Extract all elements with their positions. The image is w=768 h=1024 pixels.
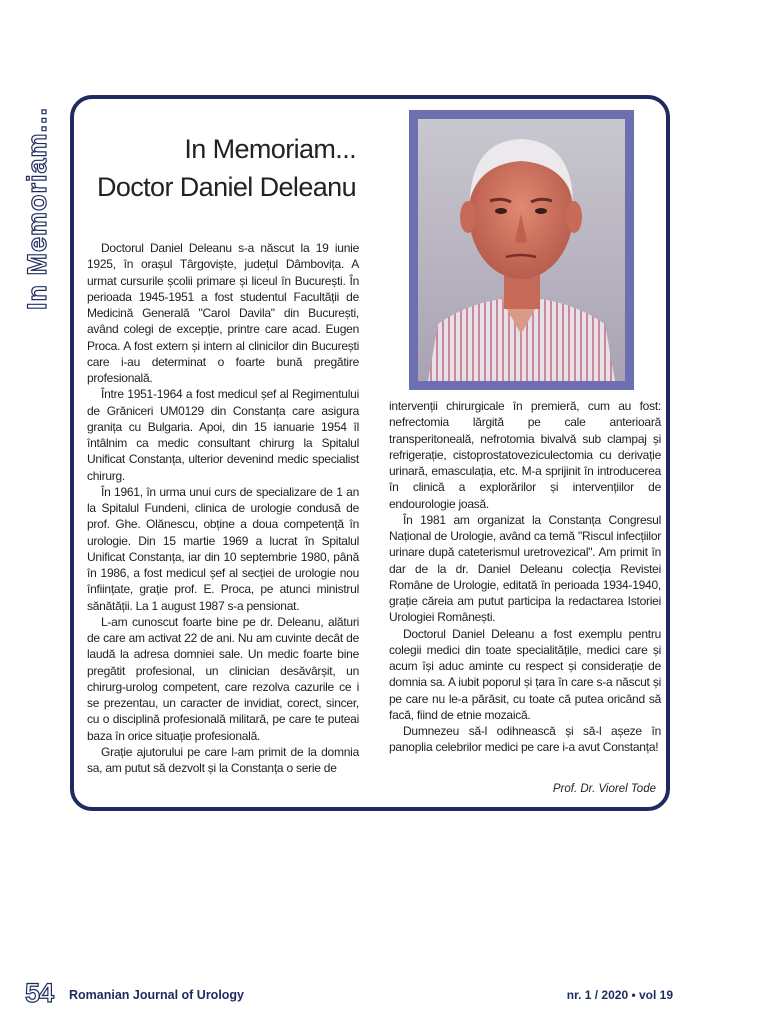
paragraph: În 1961, în urma unui curs de specializare de 1 an la Spitalul Fundeni, clinica de urologie condusă de prof. Ghe. Olănescu, obține a doua competență în urologie. Din 15 martie 1969 a lucrat în Spitalul Unificat Constanța, iar din 10 septembrie 1980, până în 1986, a fost medicul șef al secției de urologie nou înființate, grație prof. E. Proca, pe atunci ministrul sănătății. La 1 august 1987 s-a pensionat. xyxy=(87,484,359,613)
portrait-image xyxy=(418,119,625,381)
article-right-column xyxy=(389,398,661,756)
paragraph: Dumnezeu să-l odihnească și să-l așeze în panoplia celebrilor medici pe care i-a avut Constanța! xyxy=(389,724,661,755)
side-title xyxy=(20,92,56,312)
heading-line-2: Doctor Daniel Deleanu xyxy=(96,172,356,202)
issue-info: nr. 1 / 2020 • vol 19 xyxy=(566,988,673,1002)
paragraph: Între 1951-1964 a fost medicul șef al Regimentului de Grăniceri UM0129 din Constanța care asigura granița cu Bulgaria. Apoi, din 15 ianuarie 1954 îl întâlnim ca medic consultant chirurg la Spitalul Unificat Constanța, ulterior devenind medic specialist chirurg. xyxy=(87,387,359,483)
paragraph: L-am cunoscut foarte bine pe dr. Deleanu, alături de care am activat 22 de ani. Nu am cuvinte decât de laudă la adresa domniei sale. Un medic foarte bine pregătit profesional, un clinician desăvârșit, un chirurg-urolog competent, care rezolva cazurile ce i se prezentau, un caracter de invidiat, corect, sincer, cu o disciplină profesională militară, pe care te puteai baza în orice situație profesională. xyxy=(87,614,359,743)
page-number: 54 xyxy=(25,978,54,1008)
paragraph: Doctorul Daniel Deleanu a fost exemplu pentru colegii medici din toate specialitățile, medici care și acum își aduc aminte cu respect și considerație de domnia sa. A iubit poporul și țara în care s-a născut și pe care nu le-a părăsit, cu toate că putea oricând să facă, fiind de etnie mozaică. xyxy=(389,626,661,722)
paragraph: intervenții chirurgicale în premieră, cum au fost: nefrectomia lărgită pe cale anterioară transperitoneală, nefrotomia bivalvă sub clampaj și refrigerație, cistoprostatoveziculectomia cu derivație urinară, emasculația, etc. M-a sprijinit în introducerea în clinică a explorărilor și intervențiilor de endourologie joasă. xyxy=(389,399,661,511)
paragraph: Doctorul Daniel Deleanu s-a născut la 19 iunie 1925, în orașul Târgoviște, județul Dâmbovița. A urmat cursurile școlii primare și liceul în București. În perioada 1945-1951 a fost studentul Facultății de Medicină Generală "Carol Davila" din București, având colegi de excepție, printre care acad. Eugen Proca. A fost extern și intern al clinicilor din București care i-au determinat o foarte bună pregătire profesională. xyxy=(87,241,359,385)
article-left-column xyxy=(87,240,359,776)
heading-line-1: In Memoriam... xyxy=(184,134,356,164)
paragraph: Grație ajutorului pe care l-am primit de la domnia sa, am putut să dezvolt și la Constanța o serie de xyxy=(87,744,359,775)
author-signature: Prof. Dr. Viorel Tode xyxy=(552,783,656,795)
page-footer xyxy=(0,978,768,1008)
article-heading xyxy=(90,130,356,206)
portrait-photo xyxy=(409,110,634,390)
journal-name: Romanian Journal of Urology xyxy=(69,988,245,1002)
side-title-text: In Memoriam... xyxy=(22,106,52,310)
paragraph: În 1981 am organizat la Constanța Congresul Național de Urologie, având ca temă "Riscul infecțiilor urinare după cateterismul uretrovezical". Am primit în dar de la dr. Daniel Deleanu colecția Revistei Române de Urologie, editată în perioada 1934-1940, grație căreia am putut participa la redactarea Istoriei Urologiei Românești. xyxy=(389,512,661,625)
